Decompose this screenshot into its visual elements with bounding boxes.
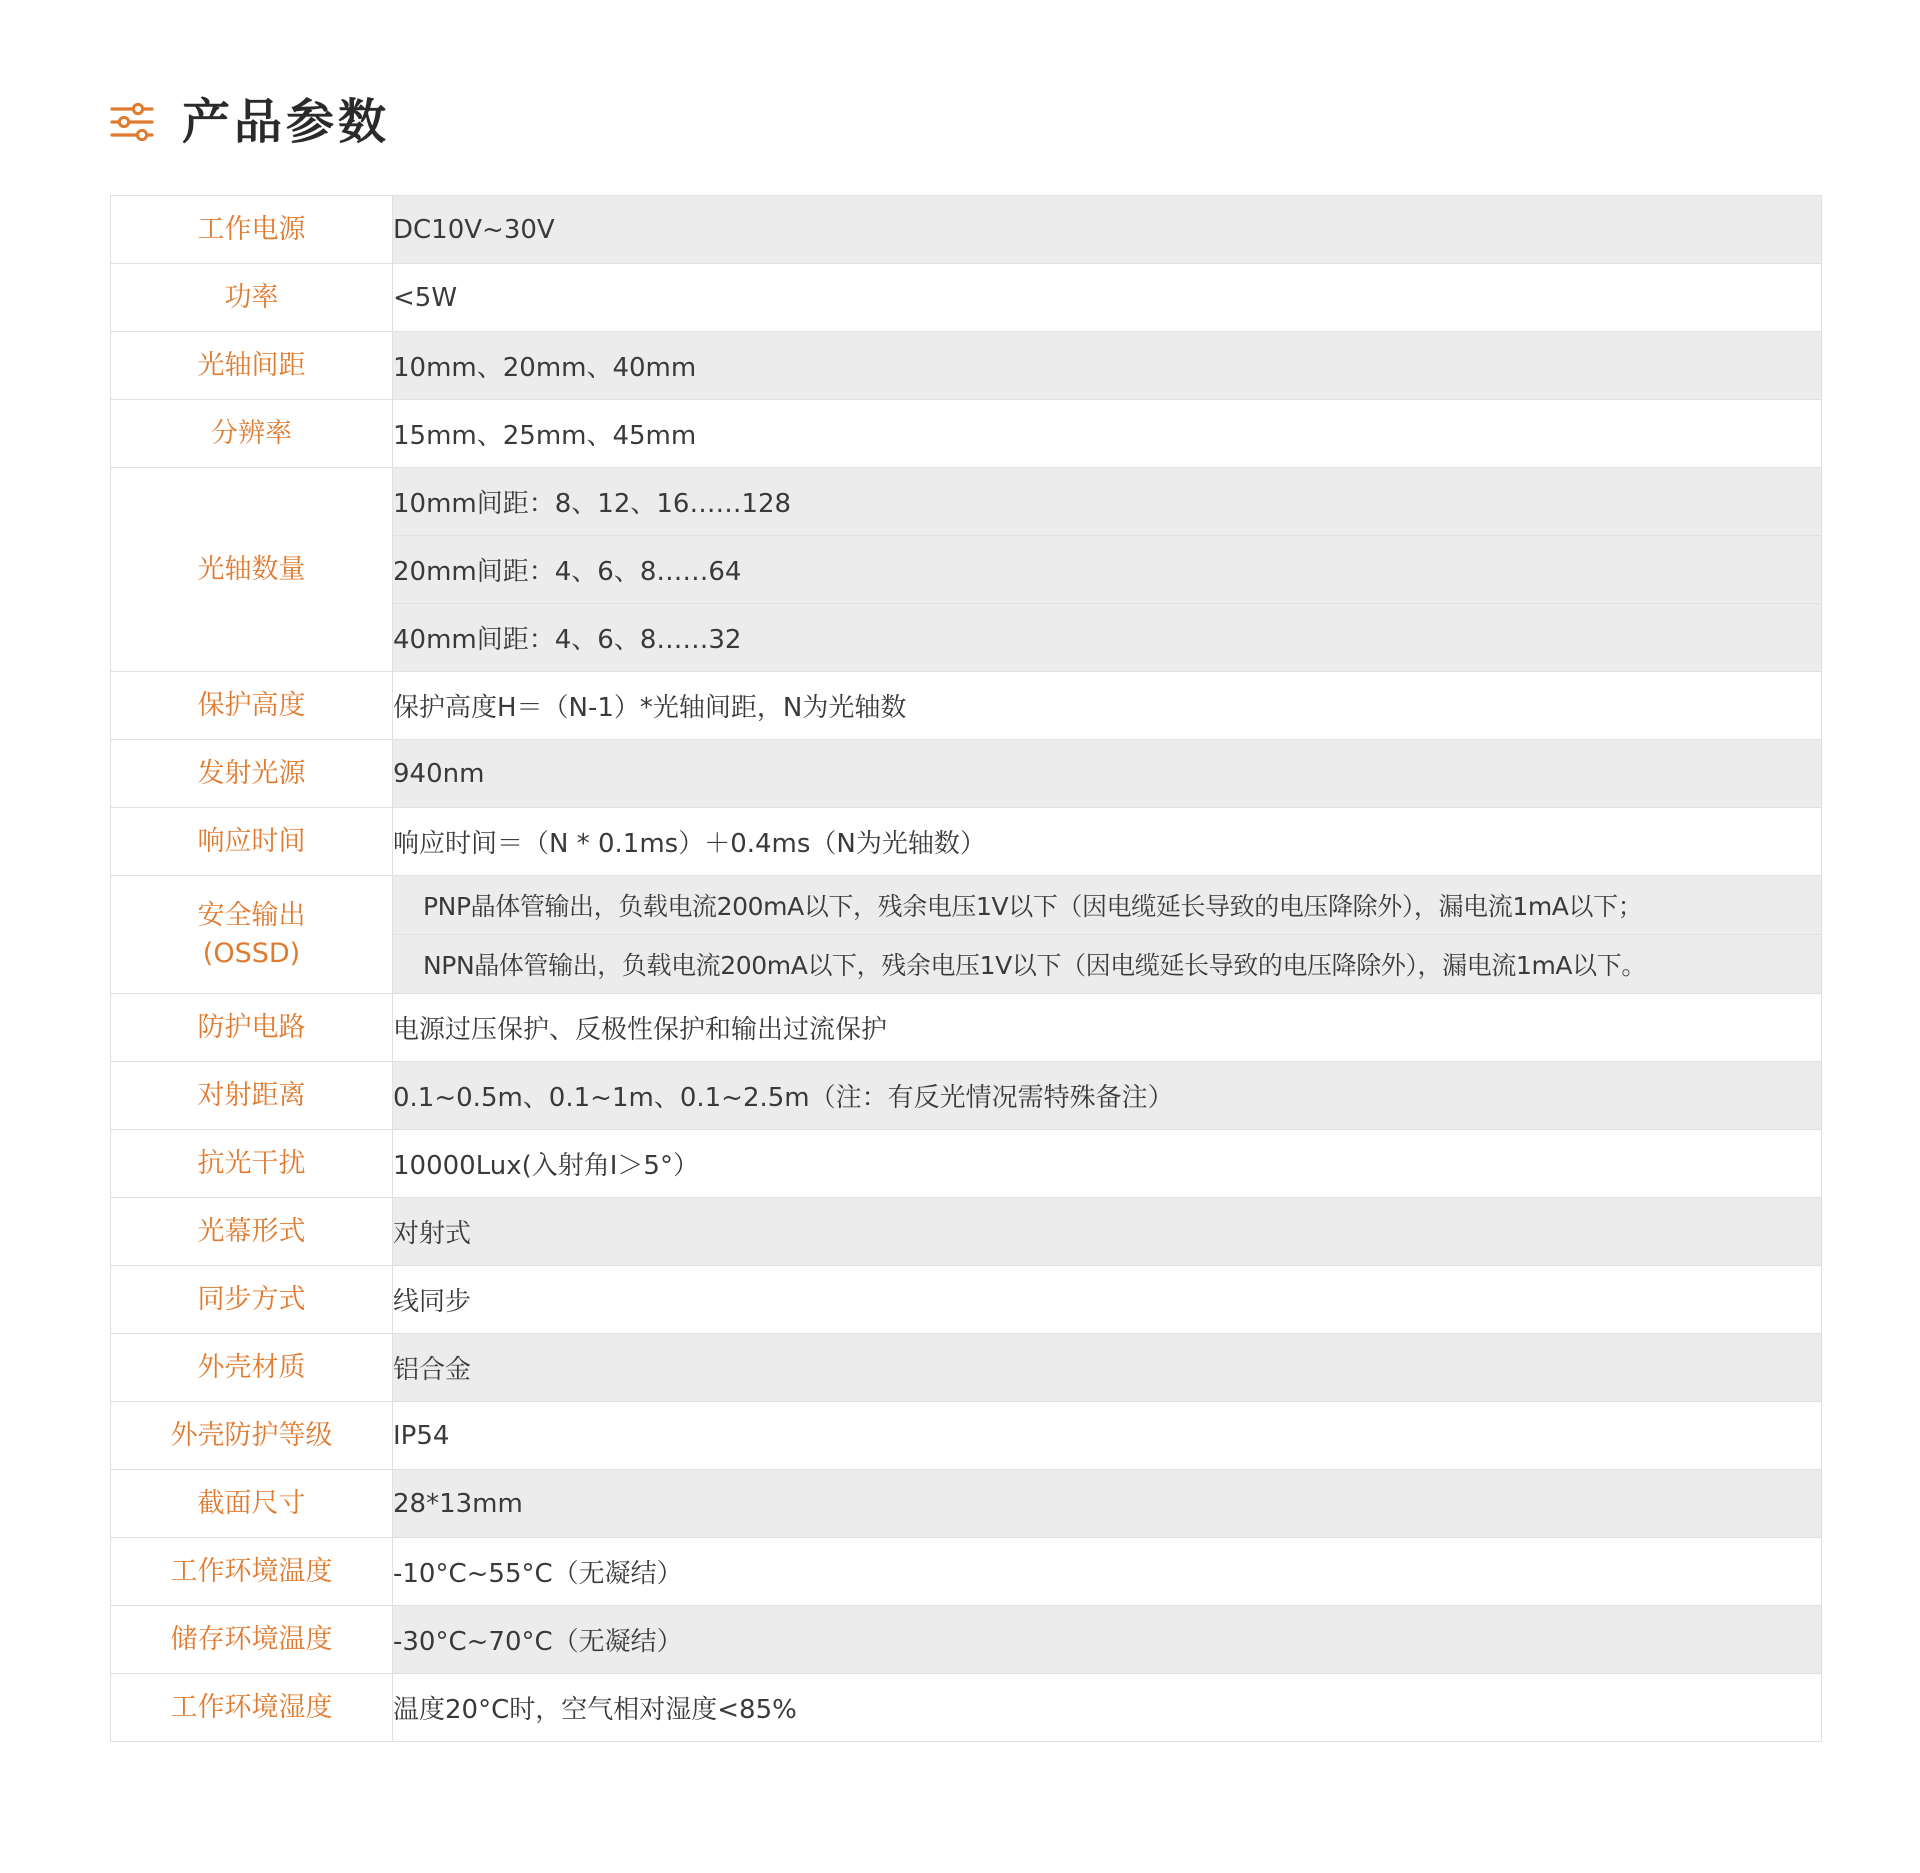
spec-value: PNP晶体管输出，负载电流200mA以下，残余电压1V以下（因电缆延长导致的电压降除外），漏电流1mA以下； bbox=[393, 876, 1822, 935]
spec-label: 分辨率 bbox=[111, 400, 393, 468]
spec-label: 光轴数量 bbox=[111, 468, 393, 672]
spec-label: 响应时间 bbox=[111, 808, 393, 876]
spec-label: 同步方式 bbox=[111, 1266, 393, 1334]
table-row bbox=[111, 332, 1822, 400]
spec-value: 线同步 bbox=[393, 1266, 1822, 1334]
table-row bbox=[111, 1402, 1822, 1470]
spec-value: 对射式 bbox=[393, 1198, 1822, 1266]
table-row bbox=[111, 1606, 1822, 1674]
spec-value: 15mm、25mm、45mm bbox=[393, 400, 1822, 468]
spec-label: 光轴间距 bbox=[111, 332, 393, 400]
spec-label: 发射光源 bbox=[111, 740, 393, 808]
spec-value: 10000Lux(入射角I＞5°） bbox=[393, 1130, 1822, 1198]
spec-value: DC10V~30V bbox=[393, 196, 1822, 264]
spec-value: IP54 bbox=[393, 1402, 1822, 1470]
spec-value: 940nm bbox=[393, 740, 1822, 808]
spec-value: NPN晶体管输出，负载电流200mA以下，残余电压1V以下（因电缆延长导致的电压降除外），漏电流1mA以下。 bbox=[393, 935, 1822, 994]
sliders-icon bbox=[110, 102, 154, 142]
table-row bbox=[111, 994, 1822, 1062]
table-row bbox=[111, 1674, 1822, 1742]
spec-value: 40mm间距：4、6、8……32 bbox=[393, 604, 1822, 672]
table-row bbox=[111, 1062, 1822, 1130]
spec-label-line: (OSSD) bbox=[202, 937, 301, 969]
spec-value: 20mm间距：4、6、8……64 bbox=[393, 536, 1822, 604]
spec-label: 功率 bbox=[111, 264, 393, 332]
table-row bbox=[111, 1334, 1822, 1402]
table-row bbox=[111, 672, 1822, 740]
spec-label: 光幕形式 bbox=[111, 1198, 393, 1266]
spec-value: -30°C~70°C（无凝结） bbox=[393, 1606, 1822, 1674]
table-row bbox=[111, 876, 1822, 935]
spec-value: 0.1~0.5m、0.1~1m、0.1~2.5m（注：有反光情况需特殊备注） bbox=[393, 1062, 1822, 1130]
spec-value: 温度20°C时，空气相对湿度<85% bbox=[393, 1674, 1822, 1742]
spec-table bbox=[110, 195, 1822, 1742]
spec-value: <5W bbox=[393, 264, 1822, 332]
spec-label: 工作环境湿度 bbox=[111, 1674, 393, 1742]
spec-label: 外壳材质 bbox=[111, 1334, 393, 1402]
spec-value: 10mm间距：8、12、16……128 bbox=[393, 468, 1822, 536]
spec-label-line: 安全输出 bbox=[197, 899, 306, 931]
table-row bbox=[111, 740, 1822, 808]
page-title: 产品参数 bbox=[182, 94, 391, 150]
spec-label: 外壳防护等级 bbox=[111, 1402, 393, 1470]
spec-label: 工作环境温度 bbox=[111, 1538, 393, 1606]
spec-label: 保护高度 bbox=[111, 672, 393, 740]
table-row bbox=[111, 808, 1822, 876]
table-row bbox=[111, 1470, 1822, 1538]
table-row bbox=[111, 1198, 1822, 1266]
spec-value: 铝合金 bbox=[393, 1334, 1822, 1402]
spec-label bbox=[111, 876, 393, 994]
spec-label: 防护电路 bbox=[111, 994, 393, 1062]
table-row bbox=[111, 1130, 1822, 1198]
table-row bbox=[111, 196, 1822, 264]
table-row bbox=[111, 468, 1822, 536]
spec-value: 28*13mm bbox=[393, 1470, 1822, 1538]
table-row bbox=[111, 400, 1822, 468]
spec-value: -10°C~55°C（无凝结） bbox=[393, 1538, 1822, 1606]
spec-value: 电源过压保护、反极性保护和输出过流保护 bbox=[393, 994, 1822, 1062]
spec-label: 工作电源 bbox=[111, 196, 393, 264]
table-row bbox=[111, 1538, 1822, 1606]
spec-label: 抗光干扰 bbox=[111, 1130, 393, 1198]
section-header bbox=[110, 92, 390, 152]
spec-value: 保护高度H＝（N-1）*光轴间距，N为光轴数 bbox=[393, 672, 1822, 740]
table-row bbox=[111, 1266, 1822, 1334]
spec-label: 截面尺寸 bbox=[111, 1470, 393, 1538]
table-row bbox=[111, 264, 1822, 332]
spec-value: 10mm、20mm、40mm bbox=[393, 332, 1822, 400]
spec-label: 对射距离 bbox=[111, 1062, 393, 1130]
spec-value: 响应时间＝（N * 0.1ms）＋0.4ms（N为光轴数） bbox=[393, 808, 1822, 876]
spec-label: 储存环境温度 bbox=[111, 1606, 393, 1674]
